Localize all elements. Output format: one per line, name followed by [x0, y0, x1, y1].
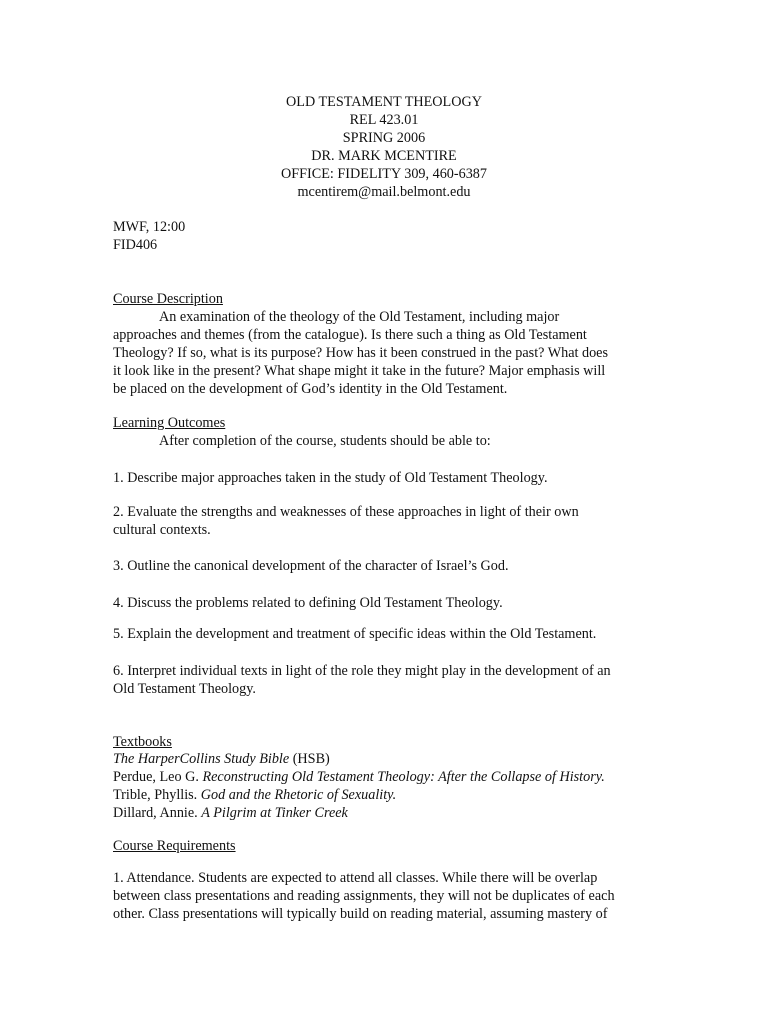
learning-outcomes-intro: After completion of the course, students should be able to:	[159, 433, 491, 449]
textbook-entry	[113, 786, 396, 804]
textbook-entry	[113, 804, 348, 822]
outcome-item-2: 2. Evaluate the strengths and weaknesses of these approaches in light of their own	[113, 504, 579, 520]
textbook-title: The HarperCollins Study Bible	[113, 751, 290, 767]
textbook-title: God and the Rhetoric of Sexuality.	[200, 787, 397, 803]
meeting-room: FID406	[113, 237, 158, 253]
course-requirements-heading: Course Requirements	[113, 838, 236, 854]
course-description-line: it look like in the present? What shape might it take in the future? Major emphasis will	[113, 363, 606, 379]
textbook-author: Dillard, Annie.	[113, 805, 202, 821]
outcome-item-4: 4. Discuss the problems related to defining Old Testament Theology.	[113, 595, 503, 611]
course-requirements-line: between class presentations and reading assignments, they will not be duplicates of each	[113, 888, 615, 904]
course-requirements-line: 1. Attendance. Students are expected to attend all classes. While there will be overlap	[113, 870, 598, 886]
textbook-author: Perdue, Leo G.	[113, 769, 203, 785]
course-requirements-line: other. Class presentations will typically build on reading material, assuming mastery of	[113, 906, 608, 922]
outcome-item-2-continued: cultural contexts.	[113, 522, 211, 538]
outcome-item-6: 6. Interpret individual texts in light of the role they might play in the development of an	[113, 663, 611, 679]
course-description-heading: Course Description	[113, 291, 223, 307]
outcome-item-6-continued: Old Testament Theology.	[113, 681, 256, 697]
course-description-line: approaches and themes (from the catalogue). Is there such a thing as Old Testament	[113, 327, 587, 343]
outcome-item-3: 3. Outline the canonical development of the character of Israel’s God.	[113, 558, 509, 574]
course-description-line: An examination of the theology of the Old Testament, including major	[159, 309, 560, 325]
course-number: REL 423.01	[349, 112, 419, 128]
term: SPRING 2006	[342, 130, 426, 146]
course-title: OLD TESTAMENT THEOLOGY	[286, 94, 482, 110]
course-description-line: Theology? If so, what is its purpose? How has it been construed in the past? What does	[113, 345, 609, 361]
instructor-email: mcentirem@mail.belmont.edu	[297, 184, 471, 200]
textbook-author: Trible, Phyllis.	[113, 787, 201, 803]
textbooks-heading: Textbooks	[113, 734, 172, 750]
textbook-entry	[113, 768, 605, 786]
learning-outcomes-heading: Learning Outcomes	[113, 415, 226, 431]
textbook-suffix: (HSB)	[289, 751, 330, 767]
textbook-title: Reconstructing Old Testament Theology: After the Collapse of History.	[202, 769, 605, 785]
textbook-title: A Pilgrim at Tinker Creek	[201, 805, 348, 821]
course-description-line: be placed on the development of God’s identity in the Old Testament.	[113, 381, 508, 397]
instructor-name: DR. MARK MCENTIRE	[311, 148, 457, 164]
outcome-item-5: 5. Explain the development and treatment of specific ideas within the Old Testament.	[113, 626, 597, 642]
outcome-item-1: 1. Describe major approaches taken in the study of Old Testament Theology.	[113, 470, 548, 486]
office-info: OFFICE: FIDELITY 309, 460-6387	[281, 166, 487, 182]
textbook-entry	[113, 750, 330, 768]
meeting-time: MWF, 12:00	[113, 219, 186, 235]
